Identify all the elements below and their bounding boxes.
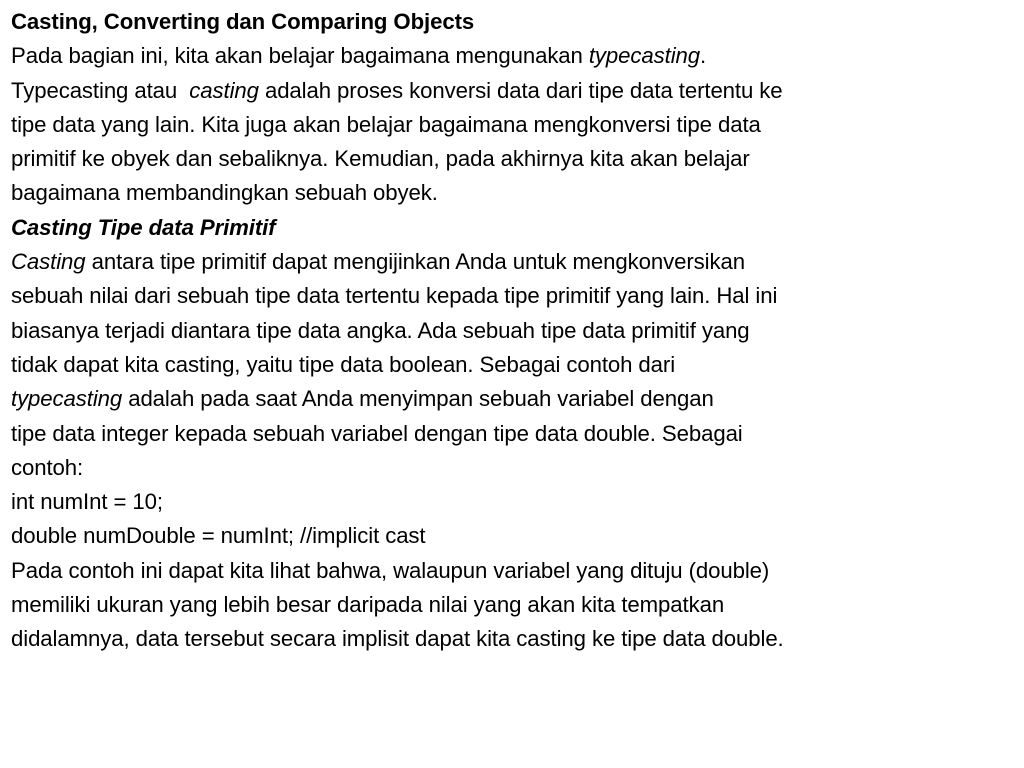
intro-text: Pada bagian ini, kita akan belajar bagaimana mengunakan [11,43,589,69]
body-line-2: sebuah nilai dari sebuah tipe data tertentu kepada tipe primitif yang lain. Hal ini [11,283,778,309]
intro-line-5: bagaimana membandingkan sebuah obyek. [11,180,438,206]
conclusion-line-2: memiliki ukuran yang lebih besar daripada nilai yang akan kita tempatkan [11,592,725,618]
conclusion-line-1: Pada contoh ini dapat kita lihat bahwa, walaupun variabel yang dituju (double) [11,557,770,583]
intro-line-1 [11,39,1017,73]
body-line-7: contoh: [11,454,84,480]
body-line-4: tidak dapat kita casting, yaitu tipe data boolean. Sebagai contoh dari [11,351,676,377]
page-title: Casting, Converting dan Comparing Objects [11,9,475,34]
body-line-5 [11,382,1017,416]
conclusion-paragraph [11,554,1017,657]
code-line-1: int numInt = 10; [11,489,163,515]
intro-text: Typecasting atau [11,77,190,103]
intro-emphasis-typecasting: typecasting [588,43,700,69]
intro-line-2 [11,74,1017,108]
slide-content [11,5,1017,657]
body-emphasis-typecasting: typecasting [11,386,123,412]
body-line-1 [11,245,1017,279]
code-example [11,485,1017,554]
intro-paragraph [11,39,1017,210]
body-paragraph [11,245,1017,485]
body-text: antara tipe primitif dapat mengijinkan Anda untuk mengkonversikan [85,249,745,275]
body-emphasis-casting: Casting [11,249,86,275]
body-line-6: tipe data integer kepada sebuah variabel dengan tipe data double. Sebagai [11,420,743,446]
intro-line-4: primitif ke obyek dan sebaliknya. Kemudian, pada akhirnya kita akan belajar [11,146,750,172]
body-text: adalah pada saat Anda menyimpan sebuah variabel dengan [122,386,714,412]
intro-line-3: tipe data yang lain. Kita juga akan belajar bagaimana mengkonversi tipe data [11,111,761,137]
section-heading: Casting Tipe data Primitif [11,214,276,240]
code-line-2: double numDouble = numInt; //implicit cast [11,523,426,549]
conclusion-line-3: didalamnya, data tersebut secara implisit dapat kita casting ke tipe data double. [11,626,784,652]
intro-text: . [700,43,707,69]
intro-emphasis-casting: casting [189,77,259,103]
body-line-3: biasanya terjadi diantara tipe data angka. Ada sebuah tipe data primitif yang [11,317,750,343]
intro-text: adalah proses konversi data dari tipe data tertentu ke [258,77,783,103]
